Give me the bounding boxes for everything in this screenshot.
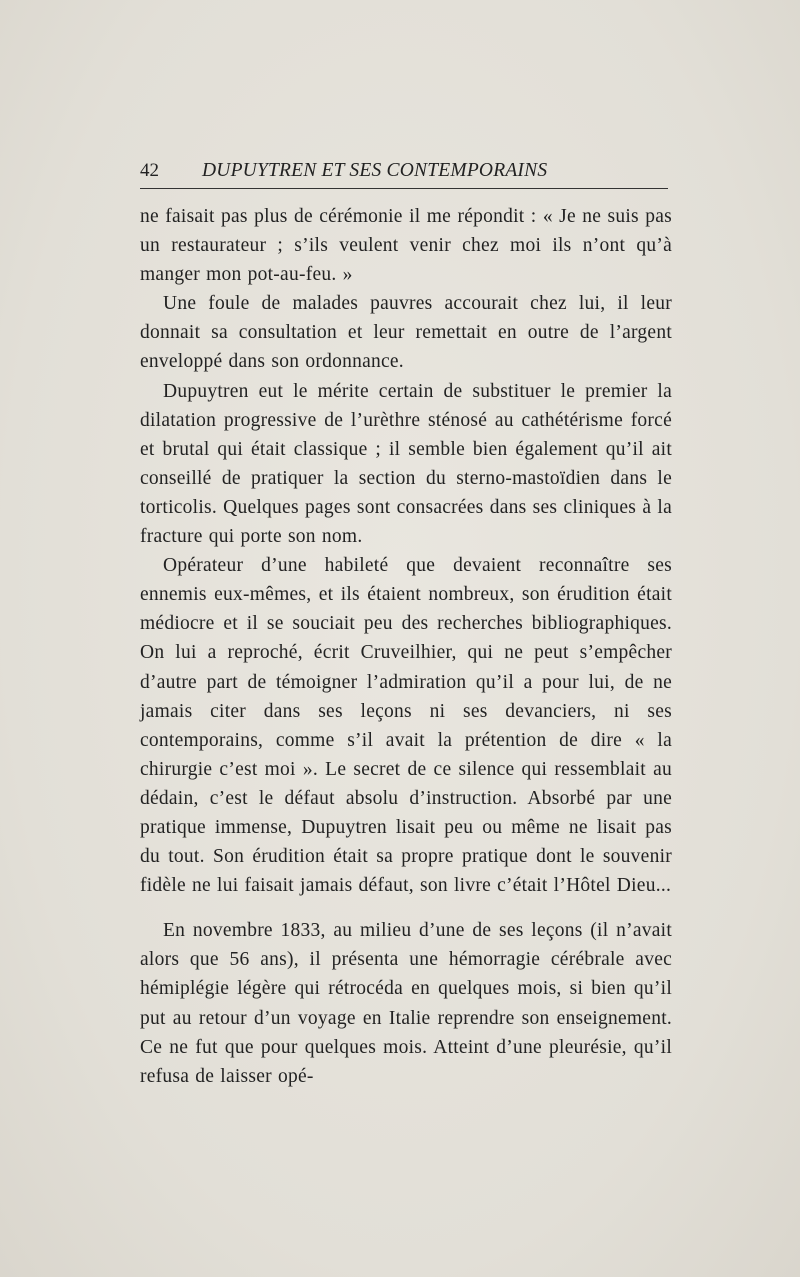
paragraph-continuation: ne faisait pas plus de cérémonie il me répondit : « Je ne suis pas un restaurateur ; s’ils veulent venir chez moi ils n’ont qu’à manger mon pot-au-feu. »	[140, 206, 672, 286]
paragraph-operateur: Opérateur d’une habileté que devaient reconnaître ses ennemis eux-mêmes, et ils étaient nombreux, son érudition était médiocre et il se souciait peu des recherches bibliographiques. On lui a reproché, écrit Cruveilhier, qui ne peut s’empêcher d’autre part de témoigner l’admiration qu’il a pour lui, de ne jamais citer dans ses leçons ni ses devanciers, ni ses contemporains, comme s’il avait la prétention de dire « la chirurgie c’est moi ». Le secret de ce silence qui ressemblait au dédain, c’est le défaut absolu d’instruction. Absorbé par une pratique immense, Dupuytren lisait peu ou même ne lisait pas du tout. Son érudition était sa propre pratique dont le souvenir fidèle ne lui faisait jamais défaut, son livre c’était l’Hôtel Dieu...	[140, 555, 672, 897]
page-number: 42	[140, 160, 159, 181]
paragraph-malades: Une foule de malades pauvres accourait chez lui, il leur donnait sa consultation et leur remettait en outre de l’argent enveloppé dans son ordonnance.	[140, 293, 672, 373]
page-header	[140, 160, 668, 189]
running-title: DUPUYTREN ET SES CONTEMPORAINS	[202, 160, 548, 181]
paragraph-novembre-1833: En novembre 1833, au milieu d’une de ses leçons (il n’avait alors que 56 ans), il présenta une hémorragie cérébrale avec hémiplégie légère qui rétrocéda en quelques mois, si bien qu’il put au retour d’un voyage en Italie reprendre son enseignement. Ce ne fut que pour quelques mois. Atteint d’une pleurésie, qu’il refusa de laisser opé-	[140, 920, 672, 1087]
body-text	[140, 202, 672, 1091]
paragraph-dilatation: Dupuytren eut le mérite certain de substituer le premier la dilatation progressive de l’urèthre sténosé au cathétérisme forcé et brutal qui était classique ; il semble bien également qu’il ait conseillé de pratiquer la section du sterno-mastoïdien dans le torticolis. Quelques pages sont consacrées dans ses cliniques à la fracture qui porte son nom.	[140, 380, 672, 548]
